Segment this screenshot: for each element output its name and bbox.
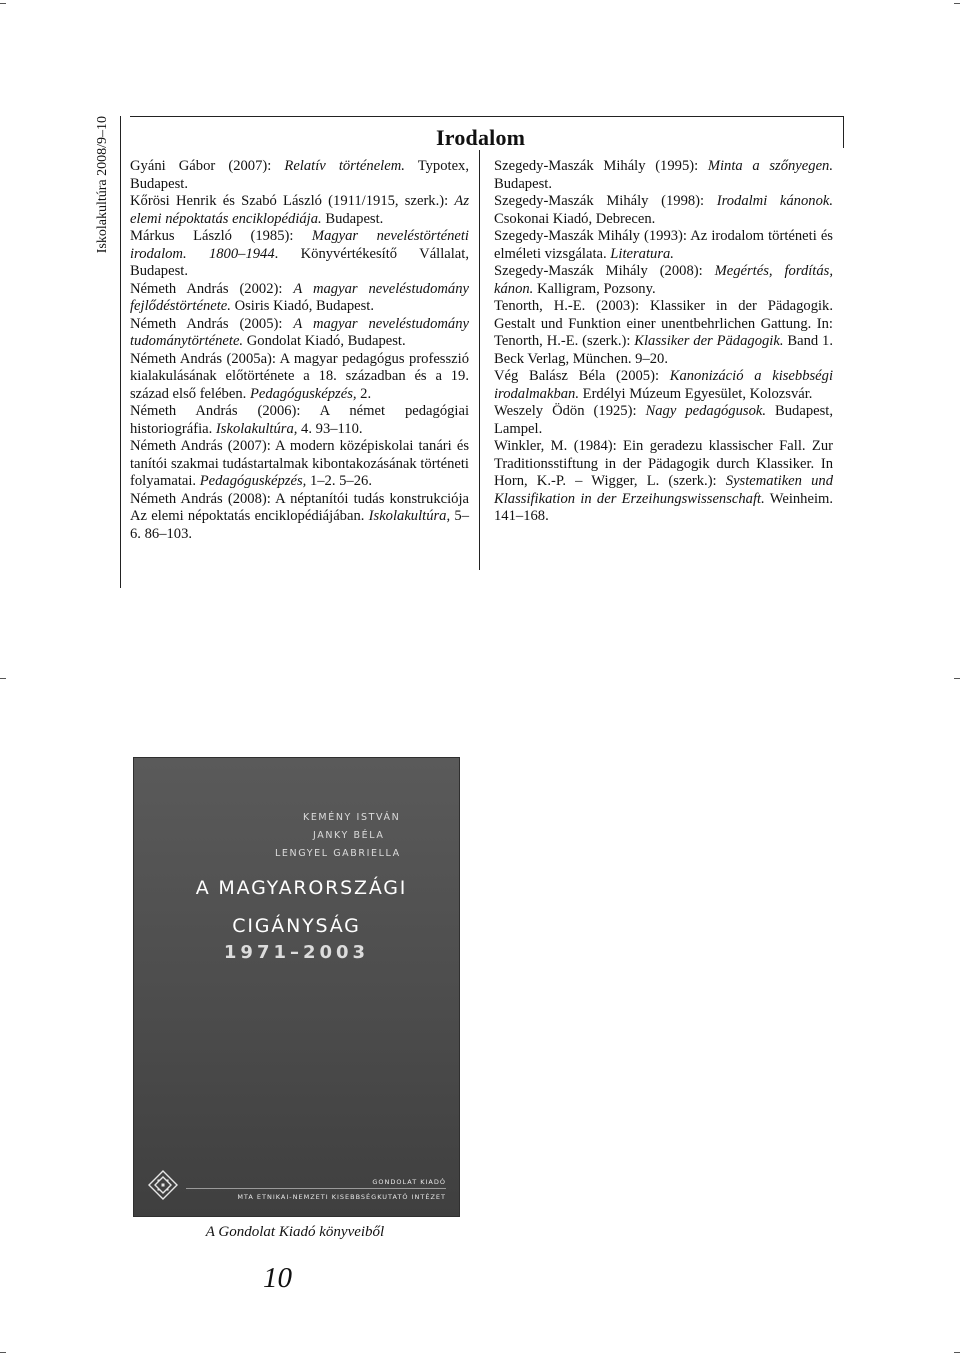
reference-title: Kanonizáció a kisebbségi irodalmakban. [494, 368, 834, 402]
reference-title: Iskolakultúra, [215, 420, 298, 437]
reference-entry [130, 403, 469, 438]
cover-authors [275, 809, 433, 863]
reference-text: Winkler, M. (1984): Ein geradezu klassischer Fall. Zur Traditionsstiftung in der Pädagogik durch Klassiker. In Horn, K.-P. – Wigger, L. (szerk.): [494, 438, 833, 489]
reference-text: Gondolat Kiadó, Budapest. [243, 333, 406, 349]
right-margin-rule [843, 116, 844, 148]
reference-text: Erdélyi Múzeum Egyesület, Kolozsvár. [579, 385, 813, 402]
reference-text: Vég Balász Béla (2005): [494, 368, 670, 384]
crop-mark-mid-left [0, 678, 6, 679]
reference-text: Weinheim. 141–168. [494, 490, 833, 524]
reference-entry [494, 158, 833, 193]
reference-title: Pedagógusképzés, [249, 385, 357, 402]
reference-text: Osiris Kiadó, Budapest. [230, 298, 375, 314]
reference-text: Band 1. Beck Verlag, München. 9–20. [494, 333, 833, 367]
reference-text: Szegedy-Maszák Mihály (1993): Az irodalom történeti és elméleti vizsgálata. [494, 228, 833, 262]
reference-title: Literatura. [610, 245, 674, 262]
reference-text: Németh András (2008): A néptanítói tudás konstrukciója Az elemi népoktatás enciklopédiájában. [130, 490, 469, 524]
crop-mark-top-left [0, 3, 6, 4]
reference-title: Megértés, fordítás, kánon. [494, 263, 833, 297]
cover-publisher-name: GONDOLAT KIADÓ [372, 1178, 446, 1186]
reference-text: Németh András (2005): [130, 315, 294, 332]
reference-title: Magyar neveléstörténeti irodalom. 1800–1944 [130, 228, 469, 262]
cover-author: LENGYEL GABRIELLA [275, 848, 401, 859]
page-number: 10 [263, 1262, 292, 1294]
cover-institute: MTA ETNIKAI-NEMZETI KISEBBSÉGKUTATÓ INTÉZET [237, 1193, 446, 1201]
reference-text: . Könyvértékesítő Vállalat, Budapest. [130, 245, 469, 279]
reference-entry [130, 438, 469, 491]
reference-text: Németh András (2002): [130, 280, 294, 297]
reference-text: Kalligram, Pozsony. [533, 280, 656, 297]
reference-text: Szegedy-Maszák Mihály (1998): [494, 193, 717, 209]
reference-entry [130, 281, 469, 316]
book-cover-image [133, 757, 460, 1217]
column-divider-rule [479, 150, 480, 570]
cover-title [133, 869, 460, 945]
section-title: Irodalom [436, 125, 526, 150]
references-left-column [130, 158, 469, 543]
publisher-logo-icon [147, 1169, 179, 1201]
reference-text: Németh András (2007): A modern középiskolai tanári és tanítói szakmai tudástartalmak kibontakozásának történeti folyamatai. [130, 438, 469, 489]
reference-text: Csokonai Kiadó, Debrecen. [494, 210, 656, 227]
reference-text: 1–2. 5–26. [306, 473, 372, 489]
reference-title: Irodalmi kánonok. [716, 193, 833, 209]
reference-title: Pedagógusképzés, [199, 473, 307, 489]
reference-text: Tenorth, H.-E. (2003): Klassiker in der Pädagogik. Gestalt und Funktion einer unentbehrlichen Gattung. In: Tenorth, H.-E. (szerk.): [494, 298, 833, 349]
reference-text: Budapest. [494, 175, 552, 192]
references-right-column [494, 158, 833, 526]
reference-text: Szegedy-Maszák Mihály (2008): [494, 263, 715, 279]
reference-entry [494, 298, 833, 368]
reference-title: Relatív történelem. [284, 158, 405, 174]
cover-title-line: CIGÁNYSÁG [232, 915, 361, 937]
left-margin-rule [120, 116, 121, 588]
journal-label: Iskolakultúra 2008/9–10 [95, 116, 110, 254]
crop-mark-bottom-right [954, 1352, 960, 1353]
crop-mark-top-right [954, 3, 960, 4]
reference-entry [130, 158, 469, 193]
reference-title: Az elemi népoktatás enciklopédiája. [130, 193, 469, 227]
reference-title: A magyar neveléstudomány fejlődéstörténete. [130, 280, 469, 314]
reference-entry [130, 228, 469, 281]
reference-text: Kőrösi Henrik és Szabó László (1911/1915, szerk.): [130, 193, 455, 209]
cover-publisher-block [186, 1177, 446, 1203]
reference-text: Németh András (2005a): A magyar pedagógus professzió kialakulásának előtörténete a 18. században és a 19. század első felében. [130, 350, 469, 402]
reference-title: Iskolakultúra, [368, 508, 451, 524]
reference-entry [494, 368, 833, 403]
crop-mark-mid-right [954, 678, 960, 679]
reference-text: 5–6. 86–103. [130, 508, 469, 542]
reference-entry [494, 263, 833, 298]
reference-text: Budapest. [321, 210, 384, 227]
cover-publisher-rule [186, 1188, 446, 1189]
reference-entry [494, 193, 833, 228]
reference-text: Weszely Ödön (1925): [494, 403, 646, 419]
reference-title: Nagy pedagógusok. [645, 403, 766, 419]
cover-author: KEMÉNY ISTVÁN [303, 812, 401, 823]
section-top-rule [130, 116, 843, 117]
reference-title: Klassiker der Pädagogik. [634, 333, 784, 349]
reference-text: Gyáni Gábor (2007): [130, 158, 285, 174]
reference-text: Németh András (2006): A német pedagógiai historiográfia. [130, 403, 469, 437]
reference-text: Budapest, Lampel. [494, 403, 833, 437]
reference-text: Szegedy-Maszák Mihály (1995): [494, 158, 708, 174]
reference-text: 2. [356, 385, 372, 402]
image-caption: A Gondolat Kiadó könyveiből [205, 1224, 385, 1240]
reference-text: Márkus László (1985): [130, 228, 312, 244]
reference-entry [130, 351, 469, 404]
cover-years: 1971–2003 [223, 942, 370, 963]
reference-text: Typotex, Budapest. [130, 158, 470, 192]
reference-entry [130, 193, 469, 228]
cover-author: JANKY BÉLA [313, 830, 385, 841]
reference-title: Systematiken und Klassifikation in der Erzeihungswissenschaft. [494, 473, 833, 507]
reference-entry [494, 403, 833, 438]
reference-entry [494, 438, 833, 526]
reference-entry [494, 228, 833, 263]
reference-title: Minta a szőnyegen. [707, 158, 833, 174]
reference-text: 4. 93–110. [297, 420, 363, 437]
cover-title-line: A MAGYARORSZÁGI [195, 877, 408, 899]
reference-entry [130, 316, 469, 351]
crop-mark-bottom-left [0, 1352, 6, 1353]
reference-title: A magyar neveléstudomány tudománytörténete. [130, 315, 469, 349]
reference-entry [130, 491, 469, 544]
